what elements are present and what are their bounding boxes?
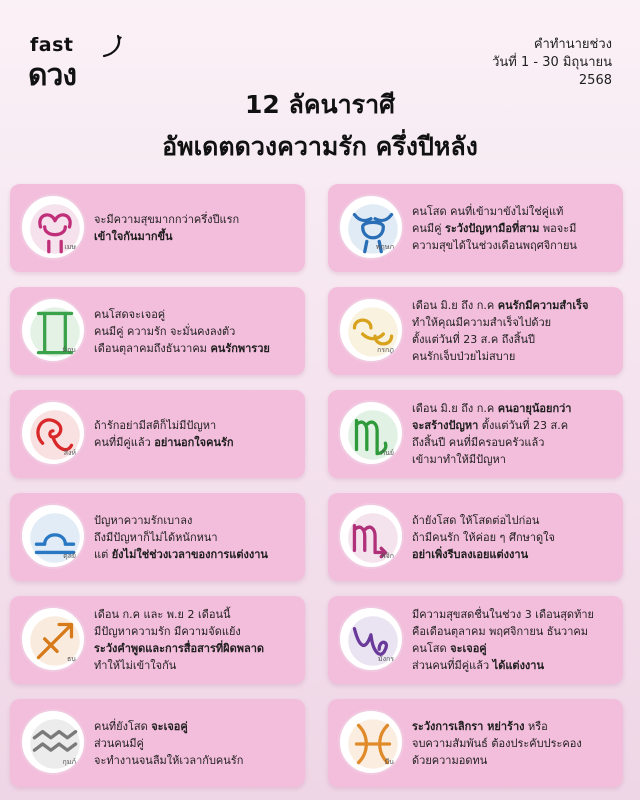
scales-icon <box>22 505 86 569</box>
zodiac-card <box>10 493 305 581</box>
prediction-line: ความสุขได้ในช่วงเดือนพฤศจิกายน <box>412 238 577 252</box>
prediction-line: มีความสุขสดชื่นในช่วง 3 เดือนสุดท้าย <box>412 608 594 621</box>
prediction-line: จะสร้างปัญหา ตั้งแต่วันที่ 23 ส.ค <box>412 419 569 432</box>
zodiac-card <box>10 287 305 375</box>
prediction-line: แต่ ยังไม่ใช่ช่วงเวลาของการแต่งงาน <box>94 547 268 561</box>
zodiac-card <box>328 287 623 375</box>
period-line-2: วันที่ 1 - 30 มิถุนายน <box>492 55 612 70</box>
zodiac-sign-name: กันย์ <box>380 449 394 457</box>
zodiac-card <box>328 596 623 684</box>
zodiac-card <box>10 184 305 272</box>
zodiac-prediction <box>412 287 615 375</box>
prediction-line: คนรักเจ็บป่วยไม่สบาย <box>412 350 516 363</box>
brand-logo <box>28 30 118 93</box>
virgin-icon <box>340 402 404 466</box>
prediction-line: คนโสดจะเจอคู่ <box>94 307 166 321</box>
zodiac-sign-name: พฤษภ <box>375 243 394 251</box>
zodiac-prediction <box>412 184 615 272</box>
lion-icon <box>22 402 86 466</box>
prediction-line: ส่วนคนที่มีคู่แล้ว ได้แต่งงาน <box>412 659 545 672</box>
prediction-line: เข้าใจกันมากขึ้น <box>94 230 173 243</box>
zodiac-prediction <box>94 493 297 581</box>
zodiac-badge <box>338 709 404 775</box>
prediction-line: ส่วนคนมีคู่ <box>94 736 144 750</box>
twins-icon <box>22 299 86 363</box>
zodiac-prediction <box>412 699 615 787</box>
zodiac-card <box>328 184 623 272</box>
zodiac-sign-name: กรกฎ <box>377 346 394 354</box>
prediction-period <box>492 36 612 90</box>
title-line-2: อัพเดตดวงความรัก ครึ่งปีหลัง <box>162 132 478 161</box>
zodiac-badge <box>20 606 86 672</box>
zodiac-prediction <box>94 184 297 272</box>
prediction-line: เดือน ก.ค และ พ.ย 2 เดือนนี้ <box>94 608 231 621</box>
prediction-line: เข้ามาทำให้มีปัญหา <box>412 453 506 466</box>
prediction-line: ระวังการเลิกรา หย่าร้าง หรือ <box>412 719 548 733</box>
prediction-line: ทำให้คุณมีความสำเร็จไปด้วย <box>412 316 552 329</box>
prediction-line: ปัญหาความรักเบาลง <box>94 513 193 527</box>
zodiac-card <box>10 390 305 478</box>
fish-icon <box>340 711 404 775</box>
prediction-line: ถ้ามีคนรัก ให้ค่อย ๆ ศึกษาดูใจ <box>412 530 555 544</box>
prediction-line: ด้วยความอดทน <box>412 753 488 767</box>
prediction-line: คนที่ยังโสด จะเจอคู่ <box>94 719 188 733</box>
prediction-line: ระวังคำพูดและการสื่อสารที่ผิดพลาด <box>94 642 265 655</box>
prediction-line: คนมีคู่ ระวังปัญหามือที่สาม พอจะมี <box>412 221 577 235</box>
zodiac-badge <box>338 297 404 363</box>
zodiac-card <box>328 390 623 478</box>
zodiac-badge <box>338 503 404 569</box>
zodiac-badge <box>20 400 86 466</box>
scorpion-icon <box>340 505 404 569</box>
bull-icon <box>340 196 404 260</box>
prediction-line: ถึงสิ้นปี คนที่มีครอบครัวแล้ว <box>412 436 545 449</box>
zodiac-sign-name: สิงห์ <box>63 449 76 457</box>
ram-icon <box>22 196 86 260</box>
prediction-line: อย่าเพิ่งรีบลงเอยแต่งงาน <box>412 547 529 561</box>
prediction-line: เดือน มิ.ย ถึง ก.ค คนอายุน้อยกว่า <box>412 402 572 415</box>
zodiac-sign-name: มีน <box>384 758 394 766</box>
prediction-line: ถึงมีปัญหาก็ไม่ได้หนักหนา <box>94 530 218 544</box>
prediction-line: ทำให้ไม่เข้าใจกัน <box>94 659 177 672</box>
zodiac-prediction <box>94 287 297 375</box>
zodiac-card <box>328 493 623 581</box>
zodiac-sign-name: มิถุน <box>62 346 76 354</box>
prediction-line: ตั้งแต่วันที่ 23 ส.ค ถึงสิ้นปี <box>412 333 535 346</box>
zodiac-badge <box>20 194 86 260</box>
prediction-line: ถ้ารักอย่ามีสติก็ไม่มีปัญหา <box>94 419 217 432</box>
zodiac-sign-name: เมษ <box>64 243 76 251</box>
zodiac-badge <box>20 503 86 569</box>
prediction-line: คนโสด จะเจอคู่ <box>412 642 487 655</box>
prediction-line: คนที่มีคู่แล้ว อย่านอกใจคนรัก <box>94 436 234 449</box>
period-line-3: 2568 <box>578 73 612 88</box>
prediction-line: มีปัญหาความรัก มีความจัดแย้ง <box>94 625 241 638</box>
prediction-line: เดือน มิ.ย ถึง ก.ค คนรักมีความสำเร็จ <box>412 299 589 312</box>
zodiac-sign-name: กุมภ์ <box>62 758 76 766</box>
zodiac-prediction <box>94 390 297 478</box>
brand-duang: ดวง <box>28 58 76 93</box>
zodiac-prediction <box>412 596 615 684</box>
crab-icon <box>340 299 404 363</box>
page-title <box>0 88 640 166</box>
zodiac-badge <box>338 400 404 466</box>
zodiac-sign-name: พิจิก <box>381 552 394 560</box>
prediction-line: จะทำงานจนลืมให้เวลากับคนรัก <box>94 753 244 767</box>
zodiac-badge <box>338 606 404 672</box>
zodiac-prediction <box>412 390 615 478</box>
archer-icon <box>22 608 86 672</box>
swoosh-icon <box>98 32 126 62</box>
zodiac-sign-name: ตุลย์ <box>63 552 76 560</box>
zodiac-badge <box>20 297 86 363</box>
title-line-1: 12 ลัคนาราศี <box>245 90 395 119</box>
prediction-line: คือเดือนตุลาคม พฤศจิกายน ธันวาคม <box>412 625 588 638</box>
zodiac-card <box>328 699 623 787</box>
prediction-line: จบความสัมพันธ์ ต้องประคับประคอง <box>412 736 582 750</box>
goat-icon <box>340 608 404 672</box>
zodiac-prediction <box>94 596 297 684</box>
zodiac-sign-name: ธนู <box>66 655 76 663</box>
prediction-line: คนโสด คนที่เข้ามาขังไม่ใช่คู่แท้ <box>412 204 564 218</box>
prediction-line: เดือนตุลาคมถึงธันวาคม คนรักพารวย <box>94 341 270 355</box>
zodiac-badge <box>20 709 86 775</box>
prediction-line: จะมีความสุขมากกว่าครึ่งปีแรก <box>94 213 240 226</box>
zodiac-prediction <box>94 699 297 787</box>
zodiac-card <box>10 596 305 684</box>
zodiac-prediction <box>412 493 615 581</box>
period-line-1: คำทำนายช่วง <box>533 37 612 52</box>
prediction-line: ถ้ายังโสด ให้โสดต่อไปก่อน <box>412 513 540 527</box>
brand-fast: fast <box>30 34 74 56</box>
zodiac-card <box>10 699 305 787</box>
zodiac-badge <box>338 194 404 260</box>
zodiac-sign-name: มังกร <box>377 655 394 663</box>
prediction-line: คนมีคู่ ความรัก จะมั่นคงลงตัว <box>94 324 236 338</box>
waterbearer-icon <box>22 711 86 775</box>
